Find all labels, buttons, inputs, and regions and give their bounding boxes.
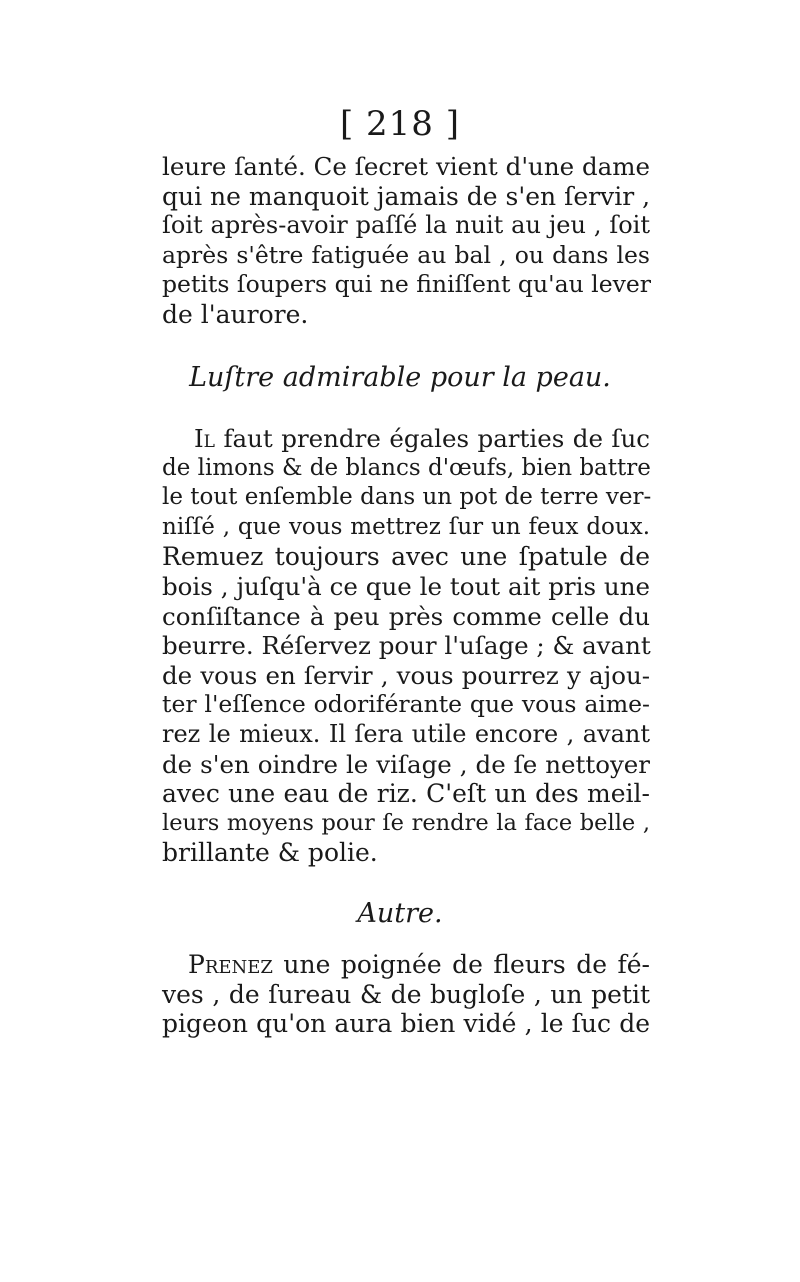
text-line: beurre. Réſervez pour l'uſage ; & avant	[162, 631, 651, 661]
paragraph-recipe-autre	[162, 950, 650, 1039]
text-line: ves , de ſureau & de bugloſe , un petit	[162, 979, 650, 1009]
text-line: de limons & de blancs d'œufs, bien battre	[162, 454, 651, 481]
text-line: bois , juſqu'à ce que le tout ait pris une	[162, 571, 650, 601]
drop-lead-word: Prenez	[188, 950, 273, 979]
text-line: petits ſoupers qui ne finiſſent qu'au lever	[162, 270, 652, 299]
text-line: de vous en ſervir , vous pourrez y ajou-	[162, 660, 650, 690]
text-line: de s'en oindre le viſage , de ſe nettoyer	[162, 749, 650, 779]
first-line-rest: une poignée de fleurs de fé-	[272, 950, 650, 979]
text-line: ter l'eſſence odoriférante que vous aime-	[162, 690, 650, 719]
text-line: après s'être fatiguée au bal , ou dans les	[162, 240, 650, 269]
text-line: leurs moyens pour ſe rendre la face belle ,	[162, 809, 650, 836]
text-line: ſoit après-avoir paſſé la nuit au jeu , ſoit	[162, 211, 650, 240]
text-line: pigeon qu'on aura bien vidé , le ſuc de	[162, 1009, 650, 1039]
text-line: le tout enſemble dans un pot de terre ver-	[162, 484, 652, 511]
text-line: leure ſanté. Ce ſecret vient d'une dame	[162, 152, 650, 181]
paragraph-continuation	[162, 152, 650, 330]
text-line: conſiſtance à peu près comme celle du	[162, 601, 650, 631]
paragraph-recipe-lustre	[162, 424, 650, 868]
section-heading-autre: Autre.	[357, 898, 443, 929]
section-heading-lustre: Luſtre admirable pour la peau.	[189, 362, 611, 393]
text-line	[162, 950, 650, 980]
text-line	[162, 424, 650, 454]
text-line: niſſé , que vous mettrez ſur un feux doux.	[162, 513, 650, 540]
text-line: brillante & polie.	[162, 838, 378, 868]
text-line: rez le mieux. Il ſera utile encore , avant	[162, 719, 650, 748]
first-line-rest: faut prendre égales parties de ſuc	[214, 424, 650, 453]
text-line: Remuez toujours avec une ſpatule de	[162, 542, 650, 572]
text-line: avec une eau de riz. C'eſt un des meil-	[162, 779, 650, 809]
drop-lead-word: Il	[194, 424, 215, 453]
text-line: de l'aurore.	[162, 299, 309, 329]
text-line: qui ne manquoit jamais de s'en ſervir ,	[162, 181, 651, 211]
page-number: [ 218 ]	[339, 104, 461, 144]
